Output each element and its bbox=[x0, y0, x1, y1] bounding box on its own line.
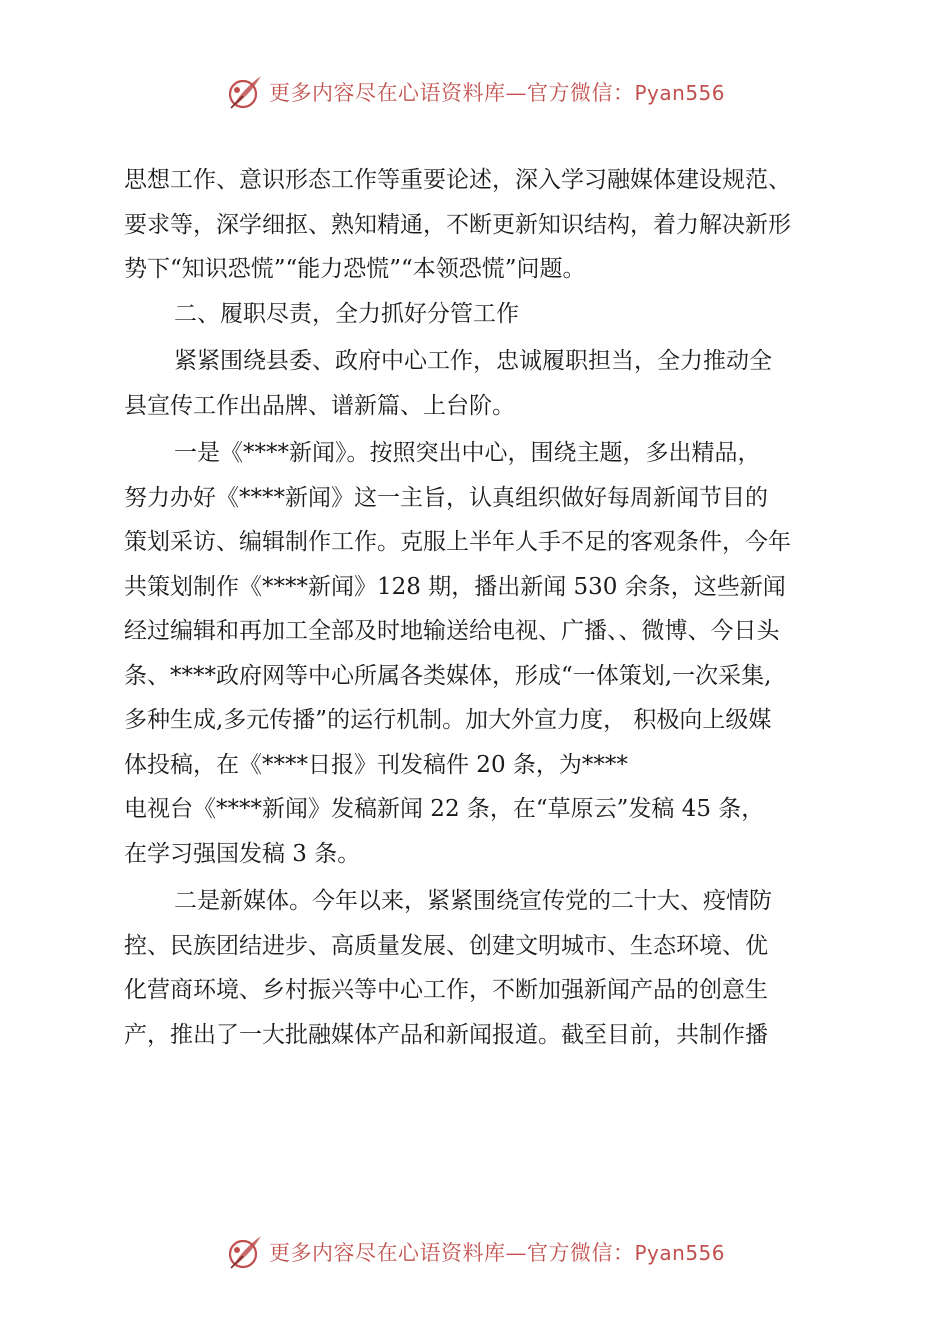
text-line: 在学习强国发稿 3 条。 bbox=[124, 840, 361, 867]
text-line: 控、民族团结进步、高质量发展、创建文明城市、生态环境、优 bbox=[124, 932, 768, 959]
banner-wechat-id: Pyan556 bbox=[634, 81, 725, 105]
text-line: 化营商环境、乡村振兴等中心工作，不断加强新闻产品的创意生 bbox=[124, 977, 768, 1003]
heading-text: 二、履职尽责，全力抓好分管工作 bbox=[174, 300, 519, 327]
banner-slogan: 更多内容尽在心语资料库 bbox=[268, 1241, 506, 1265]
text-line: 势下“知识恐慌”“能力恐慌”“本领恐慌”问题。 bbox=[124, 256, 586, 282]
banner-dash: — bbox=[505, 81, 527, 105]
text-line: 产，推出了一大批融媒体产品和新闻报道。截至目前，共制作播 bbox=[124, 1021, 768, 1048]
header-banner-text bbox=[269, 77, 725, 107]
section-heading bbox=[124, 292, 844, 337]
banner-wechat-label: 官方微信： bbox=[526, 81, 635, 105]
text-line: 策划采访、编辑制作工作。克服上半年人手不足的客观条件，今年 bbox=[124, 529, 791, 555]
text-line: 电视台《****新闻》发稿新闻 22 条，在“草原云”发稿 45 条， bbox=[124, 796, 765, 822]
paragraph-3 bbox=[124, 339, 844, 428]
text-line: 共策划制作《****新闻》128 期，播出新闻 530 余条，这些新闻 bbox=[124, 573, 786, 600]
text-line: 经过编辑和再加工全部及时地输送给电视、广播、、微博、今日头 bbox=[124, 618, 780, 644]
paragraph-4 bbox=[124, 431, 844, 876]
text-line: 思想工作、意识形态工作等重要论述，深入学习融媒体建设规范、 bbox=[124, 167, 791, 193]
feather-quill-logo-icon bbox=[225, 72, 265, 112]
banner-wechat-id: Pyan556 bbox=[634, 1241, 725, 1265]
banner-wechat-label: 官方微信： bbox=[526, 1241, 635, 1265]
header-banner bbox=[0, 70, 950, 114]
document-body bbox=[124, 158, 844, 1057]
text-line: 一是《****新闻》。按照突出中心，围绕主题，多出精品， bbox=[174, 440, 761, 466]
feather-quill-logo-icon bbox=[225, 1232, 265, 1272]
paragraph-1 bbox=[124, 158, 844, 292]
text-line: 多种生成,多元传播”的运行机制。加大外宣力度， 积极向上级媒 bbox=[124, 707, 772, 733]
text-line: 要求等，深学细抠、熟知精通，不断更新知识结构，着力解决新形 bbox=[124, 211, 791, 238]
text-line: 二是新媒体。今年以来，紧紧围绕宣传党的二十大、疫情防 bbox=[174, 888, 772, 914]
text-line: 条、****政府网等中心所属各类媒体，形成“一体策划,一次采集, bbox=[124, 662, 772, 689]
text-line: 紧紧围绕县委、政府中心工作，忠诚履职担当，全力推动全 bbox=[174, 348, 772, 374]
banner-slogan: 更多内容尽在心语资料库 bbox=[268, 81, 506, 105]
paragraph-5 bbox=[124, 879, 844, 1057]
text-line: 县宣传工作出品牌、谱新篇、上台阶。 bbox=[124, 392, 515, 419]
text-line: 努力办好《****新闻》这一主旨，认真组织做好每周新闻节目的 bbox=[124, 484, 768, 511]
text-line: 体投稿，在《****日报》刊发稿件 20 条，为**** bbox=[124, 751, 628, 778]
footer-banner bbox=[0, 1230, 950, 1274]
footer-banner-text bbox=[269, 1237, 725, 1267]
banner-dash: — bbox=[505, 1241, 527, 1265]
